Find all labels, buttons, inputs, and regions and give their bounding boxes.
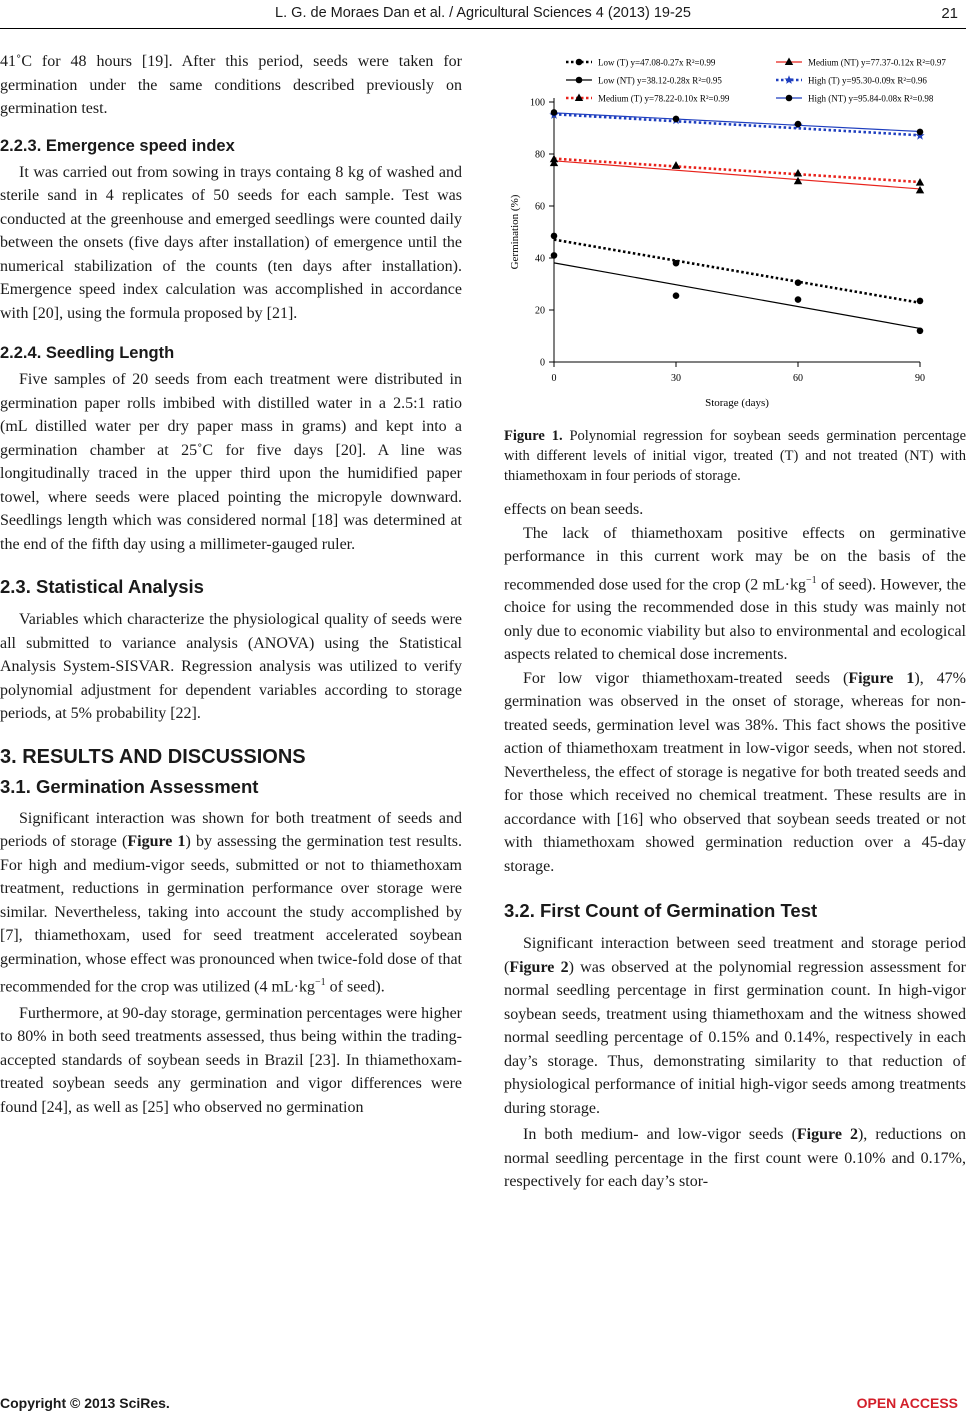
x-tick-label: 0 [551, 373, 557, 384]
legend-marker-3 [785, 58, 793, 66]
regression-line-2 [554, 159, 920, 182]
x-tick-label: 30 [671, 373, 681, 384]
y-tick-label: 100 [530, 97, 545, 109]
regression-line-1 [554, 263, 920, 329]
paragraph-lack-effects: The lack of thiamethoxam positive effects on germinative performance in this current work may be on the basis of the recommended dose used for the crop (2 $mL\cdot kg^{-1}$ of seed). However, the choice for using the recommended dose in this study was mainly not only due to economic viability but also to environmental and ecological aspects related to chemical dose increments. [504, 524, 966, 664]
data-point-series-3 [672, 161, 680, 169]
copyright-notice: Copyright © 2013 SciRes. [0, 1395, 170, 1411]
paragraph-medium-low-vigor: In both medium- and low-vigor seeds (Figure 2), reductions on normal seedling percentage in the first count were 0.10% and 0.17%, respectively for each day’s stor- [504, 1126, 966, 1191]
paragraph-statistical: Variables which characterize the physiological quality of seeds were all submitted to variance analysis (ANOVA) using the Statistical Analysis System-SISVAR. Regression analysis was utilized to verify polynomial adjustment for dependent variables according to storage periods, at 5% probability [22]. [0, 611, 462, 722]
data-point-series-5 [795, 121, 802, 128]
paragraph-first-count: Significant interaction between seed treatment and storage period (Figure 2) was observed at the polynomial regression assessment for normal seedling percentage in first germination count. In high-vigor soybean seeds, treatment using thiamethoxam and the witness showed normal seedling percentage of 0.15% and 0.14%, respectively in each day’s storage. Thus, demonstrating similarity to that reduction of physiological performance of initial high-vigor seeds among treatments during storage. [504, 935, 966, 1117]
paragraph-germination-2: Furthermore, at 90-day storage, germination percentages were higher to 80% in both seed treatments assessed, thus being within the trading-accepted standards of soybean seeds in Brazil [23]. In thiamethoxam-treated soybean seeds any germination and vigor differences were found [24], as well as [25] who observed no germination [0, 1004, 462, 1116]
data-point-series-5 [917, 129, 924, 136]
regression-line-4 [554, 114, 920, 135]
legend-label-4: High (T) y=95.30-0.09x R²=0.96 [808, 75, 927, 86]
x-axis-title: Storage (days) [705, 397, 769, 409]
data-point-series-5 [551, 109, 558, 116]
heading-results: 3. RESULTS AND DISCUSSIONS [0, 745, 306, 768]
paragraph-germination-1: Significant interaction was shown for both treatment of seeds and periods of storage (Figure 1) by assessing the germination test results. For high and medium-vigor seeds, submitted or not to thiamethoxam treatment, reductions in germination performance over storage were similar. Nevertheless, taking into account the study accomplished by [7], thiamethoxam, used for seed treatment accelerated soybean germination, whose effect was pronounced when twice-fold dose of that recommended for the crop was utilized (4 $mL\cdot kg^{-1}$ of seed). [0, 809, 463, 996]
y-tick-label: 40 [535, 253, 545, 265]
data-point-series-1 [795, 296, 802, 303]
data-point-series-3 [794, 177, 802, 185]
figure-2-reference[interactable]: Figure 2 [509, 958, 569, 976]
legend-label-5: High (NT) y=95.84-0.08x R²=0.98 [808, 93, 934, 104]
data-point-series-3 [916, 186, 924, 194]
data-point-series-1 [917, 328, 924, 335]
paragraph-low-vigor: For low vigor thiamethoxam-treated seeds (Figure 1), 47% germination was observed in the onset of storage, whereas for non-treated seeds, germination level was 38%. This fact shows the positive action of thiamethoxam treatment in low-vigor seeds, when not stored. Nevertheless, the effect of storage is negative for both treated seeds and for those which received no chemical treatment. These results are in accordance with [16] who observed that soybean seeds treated or not with thiamethoxam showed germination reduction over a 45-day storage. [504, 669, 966, 875]
heading-germination-assessment: 3.1. Germination Assessment [0, 775, 259, 797]
paragraph-emergence: It was carried out from sowing in trays containg 8 kg of washed and sterile sand in 4 replicates of 50 seeds for each sample. Test was conducted at the greenhouse and emerged seedlings were counted daily between the onsets (five days after installation) of emergence until the numerical stabilization of the counts (ten days after installation). Emergence speed index calculation was accomplished in accordance with [20], using the formula proposed by [21]. [0, 163, 462, 322]
paragraph-intro: 41˚C for 48 hours [19]. After this period, seeds were taken for germination under the same conditions described previously on germination test. [0, 53, 462, 117]
data-point-series-0 [795, 279, 802, 286]
figure-1-reference[interactable]: Figure 1 [127, 833, 186, 850]
data-point-series-2 [916, 178, 924, 186]
figure-2-reference[interactable]: Figure 2 [796, 1126, 858, 1144]
legend-label-3: Medium (NT) y=77.37-0.12x R²=0.97 [808, 57, 946, 68]
regression-line-5 [554, 113, 920, 132]
header-rule [0, 28, 966, 29]
figure-caption [504, 426, 966, 486]
heading-first-count: 3.2. First Count of Germination Test [504, 900, 818, 922]
page-header [0, 3, 966, 27]
regression-line-0 [554, 240, 920, 303]
y-tick-label: 80 [535, 149, 545, 161]
data-point-series-5 [673, 116, 680, 123]
open-access-label: OPEN ACCESS [856, 1395, 958, 1411]
heading-statistical-analysis: 2.3. Statistical Analysis [0, 576, 204, 597]
running-title: L. G. de Moraes Dan et al. / Agricultural Sciences 4 (2013) 19-25 [275, 5, 691, 21]
figure-caption-text: Polynomial regression for soybean seeds germination percentage with different levels of initial vigor, treated (T) and not treated (NT) with thiamethoxam in four periods of storage. [504, 428, 966, 484]
data-point-series-0 [673, 260, 680, 267]
x-tick-label: 90 [915, 373, 925, 384]
legend-marker-4 [784, 75, 793, 84]
legend-label-0: Low (T) y=47.08-0.27x R²=0.99 [598, 57, 716, 68]
data-point-series-3 [550, 159, 558, 167]
data-point-series-0 [551, 233, 558, 240]
legend-marker-0 [576, 59, 583, 66]
y-tick-label: 20 [535, 305, 545, 317]
figure-caption-label: Figure 1. [504, 428, 563, 444]
heading-emergence-speed: 2.2.3. Emergence speed index [0, 136, 235, 155]
paragraph-effects: effects on bean seeds. [504, 501, 644, 518]
y-tick-label: 60 [535, 201, 545, 213]
paragraph-seedling: Five samples of 20 seeds from each treatment were distributed in germination paper rolls imbibed with distilled water in a 2.5:1 ratio (mL distilled water per dry paper mass in grams) and kept into a germination chamber at 25˚C for five days [20]. A line was longitudinally traced in the upper third upon the humidified paper towel, where seeds were placed pointing the micropyle downward. Seedlings length which was considered normal [18] was determined at the end of the fifth day using a millimeter-gauged ruler. [0, 371, 462, 553]
y-axis-title: Germination (%) [509, 194, 521, 270]
left-column [0, 50, 462, 1119]
figure-1 [504, 50, 966, 420]
page-footer [0, 1395, 966, 1417]
y-tick-label: 0 [540, 357, 545, 369]
right-column [504, 50, 966, 1194]
page-number: 21 [941, 5, 958, 22]
data-point-series-0 [917, 298, 924, 305]
figure-1-reference[interactable]: Figure 1 [848, 669, 915, 687]
x-tick-label: 60 [793, 373, 803, 384]
data-point-series-1 [673, 292, 680, 299]
data-point-series-1 [551, 252, 558, 259]
regression-line-3 [554, 161, 920, 189]
germination-chart [504, 50, 966, 420]
heading-seedling-length: 2.2.4. Seedling Length [0, 344, 175, 362]
legend-marker-5 [786, 95, 793, 102]
legend-label-1: Low (NT) y=38.12-0.28x R²=0.95 [598, 75, 722, 86]
legend-marker-1 [576, 77, 583, 84]
legend-label-2: Medium (T) y=78.22-0.10x R²=0.99 [598, 93, 730, 104]
